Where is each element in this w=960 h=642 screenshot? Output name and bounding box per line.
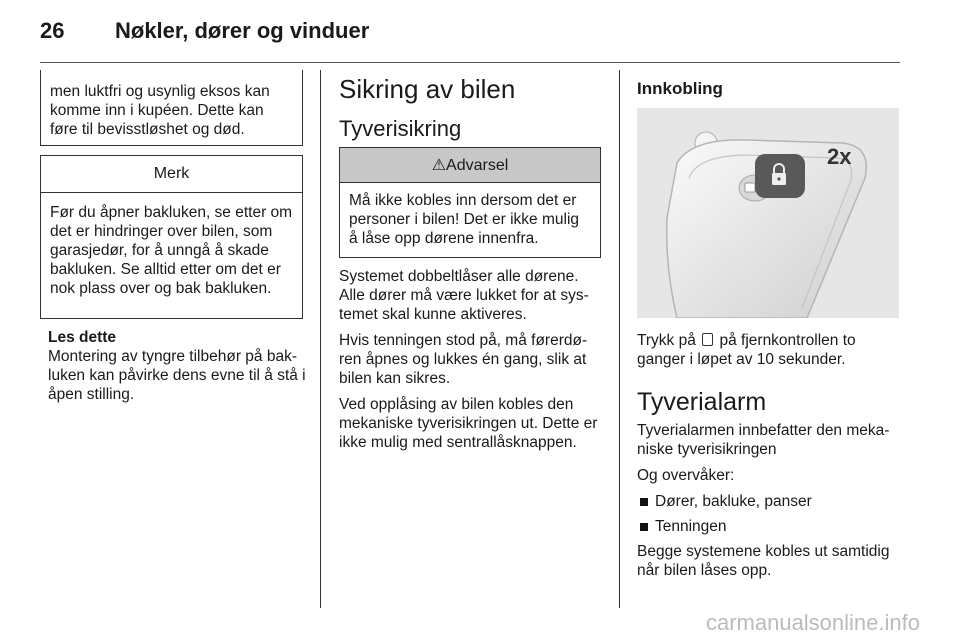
press-twice-label: 2x	[827, 144, 852, 169]
section-heading: Sikring av bilen	[339, 74, 516, 104]
lock-icon	[702, 333, 713, 346]
key-fob-icon	[637, 108, 899, 318]
continued-warning-box	[40, 70, 303, 146]
continued-warning-text: men luktfri og usynlig eksos kan komme inn i kupéen. Dette kan føre til bevisstløshet og død.	[50, 83, 270, 138]
monitor-list	[637, 492, 902, 536]
alarm-text: Tyverialarmen innbefatter den mekaniske tyverisikringen	[637, 422, 890, 458]
warning-icon: ⚠	[431, 157, 447, 174]
warning-title: Advarsel	[446, 157, 509, 174]
list-item: Tenningen	[637, 517, 902, 536]
page-number: 26	[40, 18, 65, 43]
subsection-heading: Tyverisikring	[339, 116, 462, 141]
note-box	[40, 155, 303, 319]
column-divider-1	[320, 70, 321, 608]
instruction-post: på fjernkontrollen to ganger i løpet av 10 sekunder.	[637, 332, 856, 368]
warning-box	[339, 147, 601, 258]
paragraph-2: Hvis tenningen stod på, må førerdøren åpnes og lukkes én gang, slik at bilen kan sikres.	[339, 332, 588, 387]
instruction-pre: Trykk på	[637, 332, 696, 349]
final-text: Begge systemene kobles ut samtidig når bilen låses opp.	[637, 543, 890, 579]
col3-body	[637, 331, 902, 580]
note-text: Før du åpner bakluken, se etter om det er hindringer over bilen, som garasjedør, for å unngå å skade bakluken. Se alltid etter om det er nok plass over og bak bakluken.	[50, 204, 293, 297]
key-fob-illustration	[637, 108, 899, 318]
warning-header	[340, 148, 600, 183]
col2-body	[339, 267, 604, 452]
activation-heading: Innkobling	[637, 79, 723, 98]
read-this-title: Les dette	[48, 329, 117, 346]
running-title: Nøkler, dører og vinduer	[115, 18, 370, 43]
read-this-section	[48, 328, 306, 404]
warning-text: Må ikke kobles inn dersom det er personer i bilen! Det er ikke mulig å låse opp dørene innenfra.	[349, 192, 580, 247]
watermark: carmanualsonline.info	[705, 610, 920, 635]
list-item: Dører, bakluke, panser	[637, 492, 902, 511]
column-divider-2	[619, 70, 620, 608]
paragraph-1: Systemet dobbeltlåser alle dørene. Alle dører må være lukket for at systemet skal kunne aktiveres.	[339, 268, 589, 323]
note-title: Merk	[41, 156, 302, 193]
header-rule	[40, 62, 900, 63]
monitor-text: Og overvåker:	[637, 467, 735, 484]
alarm-heading: Tyverialarm	[637, 388, 767, 416]
paragraph-3: Ved opplåsing av bilen kobles den mekaniske tyverisikringen ut. Dette er ikke mulig med sentrallåsknappen.	[339, 396, 598, 451]
read-this-text: Montering av tyngre tilbehør på bakluken kan påvirke dens evne til å stå i åpen stilling.	[48, 348, 306, 403]
activation-instruction	[637, 331, 902, 369]
